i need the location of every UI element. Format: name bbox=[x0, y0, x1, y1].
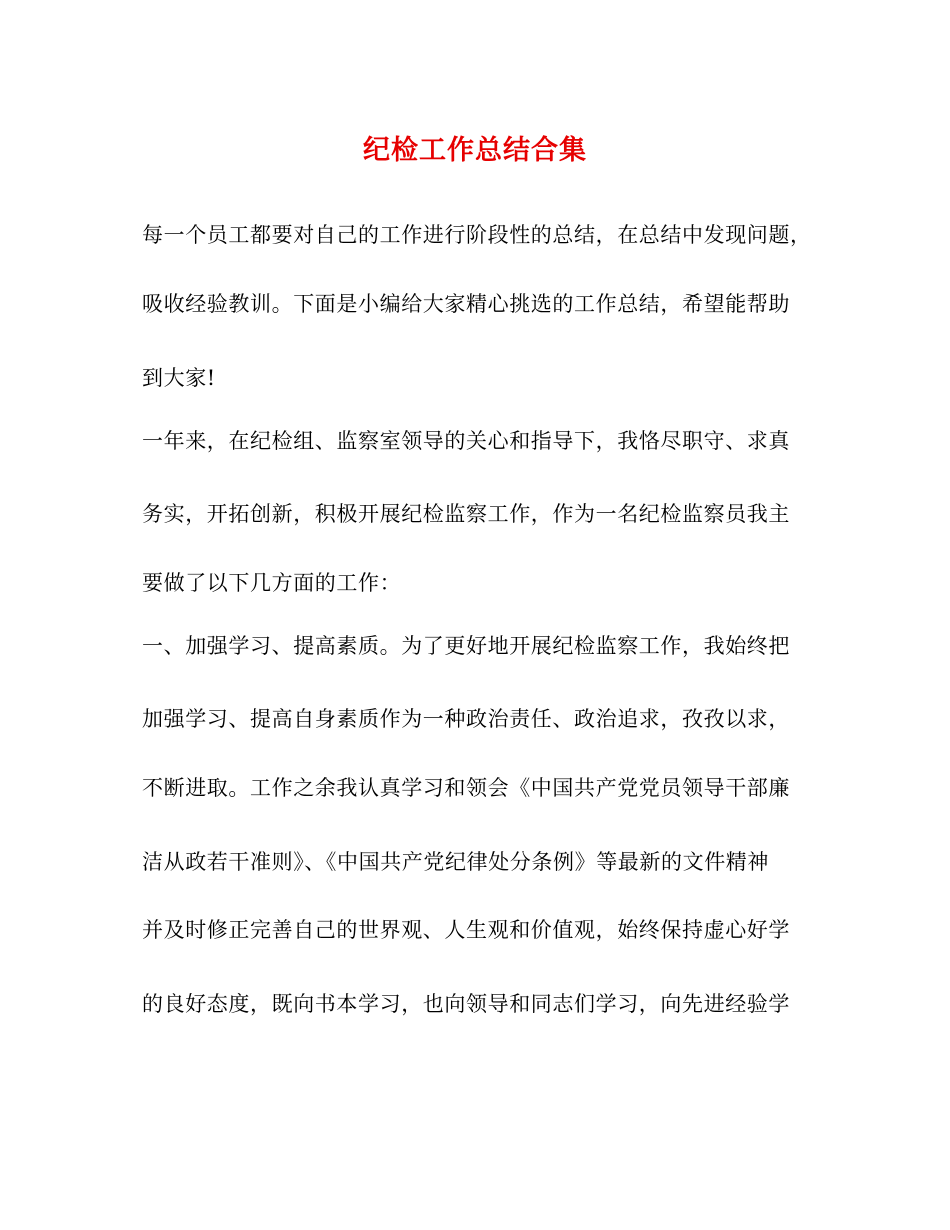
body-line-4: 一年来，在纪检组、监察室领导的关心和指导下，我恪尽职守、求真 bbox=[142, 429, 790, 453]
body-line-7: 一、加强学习、提高素质。为了更好地开展纪检监察工作，我始终把 bbox=[142, 634, 790, 658]
body-line-2: 吸收经验教训。下面是小编给大家精心挑选的工作总结，希望能帮助 bbox=[142, 292, 790, 316]
body-line-3: 到大家! bbox=[142, 366, 216, 390]
body-line-9: 不断进取。工作之余我认真学习和领会《中国共产党党员领导干部廉 bbox=[142, 776, 790, 800]
body-line-1: 每一个员工都要对自己的工作进行阶段性的总结，在总结中发现问题， bbox=[142, 223, 812, 247]
document-title: 纪检工作总结合集 bbox=[363, 135, 587, 166]
body-line-5: 务实，开拓创新，积极开展纪检监察工作，作为一名纪检监察员我主 bbox=[142, 502, 790, 526]
body-line-8: 加强学习、提高自身素质作为一种政治责任、政治追求，孜孜以求， bbox=[142, 707, 790, 731]
body-line-10: 洁从政若干准则》、《中国共产党纪律处分条例》等最新的文件精神 bbox=[142, 850, 769, 874]
body-line-11: 并及时修正完善自己的世界观、人生观和价值观，始终保持虚心好学 bbox=[142, 918, 790, 942]
body-line-6: 要做了以下几方面的工作： bbox=[142, 571, 402, 595]
body-line-12: 的良好态度，既向书本学习，也向领导和同志们学习，向先进经验学 bbox=[142, 992, 790, 1016]
